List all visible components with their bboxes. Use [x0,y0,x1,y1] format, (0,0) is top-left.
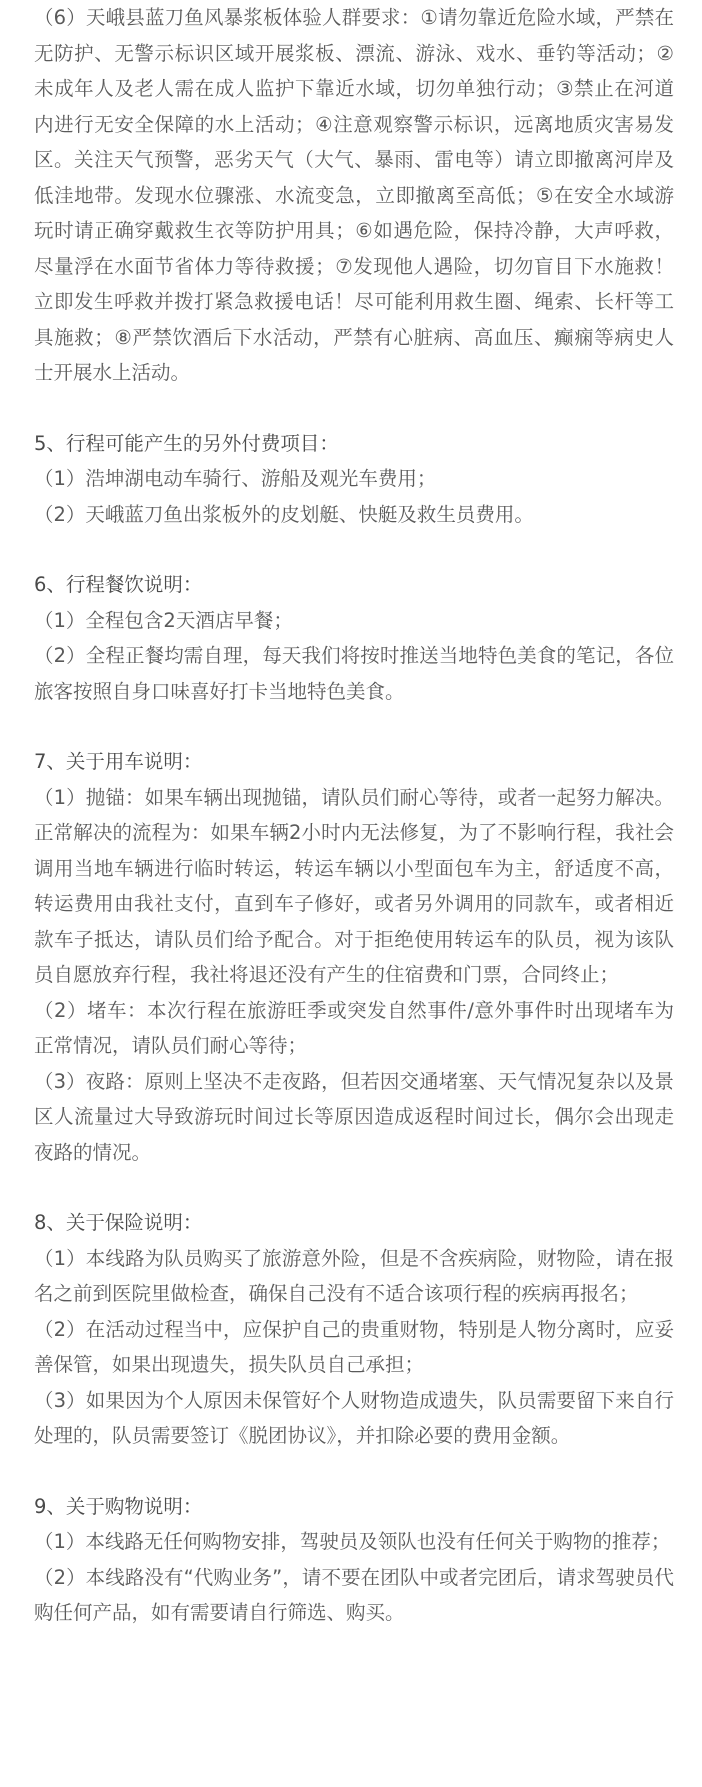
list-item: （3）夜路：原则上坚决不走夜路，但若因交通堵塞、天气情况复杂以及景区人流量过大导致游玩时间过长等原因造成返程时间过长，偶尔会出现走夜路的情况。 [34,1069,674,1164]
section-shopping [34,1489,674,1631]
section-insurance [34,1205,674,1454]
section-title: 5、行程可能产生的另外付费项目： [34,431,339,455]
list-item: （1）浩坤湖电动车骑行、游船及观光车费用； [34,467,437,490]
safety-requirements-paragraph: （6）天峨县蓝刀鱼风暴浆板体验人群要求：①请勿靠近危险水域，严禁在无防护、无警示标识区域开展浆板、漂流、游泳、戏水、垂钓等活动；②未成年人及老人需在成人监护下靠近水域，切勿单独行动；③禁止在河道内进行无安全保障的水上活动；④注意观察警示标识，远离地质灾害易发区。关注天气预警，恶劣天气（大气、暴雨、雷电等）请立即撤离河岸及低洼地带。发现水位骤涨、水流变急，立即撤离至高低；⑤在安全水域游玩时请正确穿戴救生衣等防护用具；⑥如遇危险，保持冷静，大声呼救，尽量浮在水面节省体力等待救援；⑦发现他人遇险，切勿盲目下水施救！立即发生呼救并拨打紧急救援电话！尽可能利用救生圈、绳索、长杆等工具施救；⑧严禁饮酒后下水活动，严禁有心脏病、高血压、癫痫等病史人士开展水上活动。 [34,6,674,384]
list-item: （3）如果因为个人原因未保管好个人财物造成遗失，队员需要留下来自行处理的，队员需要签订《脱团协议》，并扣除必要的费用金额。 [34,1388,674,1447]
list-item: （2）全程正餐均需自理，每天我们将按时推送当地特色美食的笔记，各位旅客按照自身口味喜好打卡当地特色美食。 [34,644,674,703]
list-item: （2）在活动过程当中，应保护自己的贵重财物，特别是人物分离时，应妥善保管，如果出现遗失，损失队员自己承担； [34,1317,674,1376]
section-meals [34,567,674,709]
list-item: （1）本线路为队员购买了旅游意外险，但是不含疾病险，财物险，请在报名之前到医院里做检查，确保自己没有不适合该项行程的疾病再报名； [34,1246,674,1305]
section-vehicles [34,744,674,1170]
section-extra-fees [34,426,674,533]
section-title: 7、关于用车说明： [34,750,203,773]
section-title: 6、行程餐饮说明： [34,573,203,596]
list-item: （1）本线路无任何购物安排，驾驶员及领队也没有任何关于购物的推荐； [34,1530,671,1553]
list-item: （2）本线路没有“代购业务”，请不要在团队中或者完团后，请求驾驶员代购任何产品，如有需要请自行筛选、购买。 [34,1565,674,1624]
list-item: （2）堵车：本次行程在旅游旺季或突发自然事件/意外事件时出现堵车为正常情况，请队员们耐心等待； [34,998,674,1057]
list-item: （2）天峨蓝刀鱼出浆板外的皮划艇、快艇及救生员费用。 [34,502,534,526]
section-title: 8、关于保险说明： [34,1211,203,1234]
safety-requirements-block [34,0,674,391]
list-item: （1）全程包含2天酒店早餐； [34,608,293,632]
section-title: 9、关于购物说明： [34,1494,203,1518]
list-item: （1）抛锚：如果车辆出现抛锚，请队员们耐心等待，或者一起努力解决。正常解决的流程为：如果车辆2小时内无法修复，为了不影响行程，我社会调用当地车辆进行临时转运，转运车辆以小型面包车为主，舒适度不高，转运费用由我社支付，直到车子修好，或者另外调用的同款车，或者相近款车子抵达，请队员们给予配合。对于拒绝使用转运车的队员，视为该队员自愿放弃行程，我社将退还没有产生的住宿费和门票，合同终止； [34,785,674,986]
